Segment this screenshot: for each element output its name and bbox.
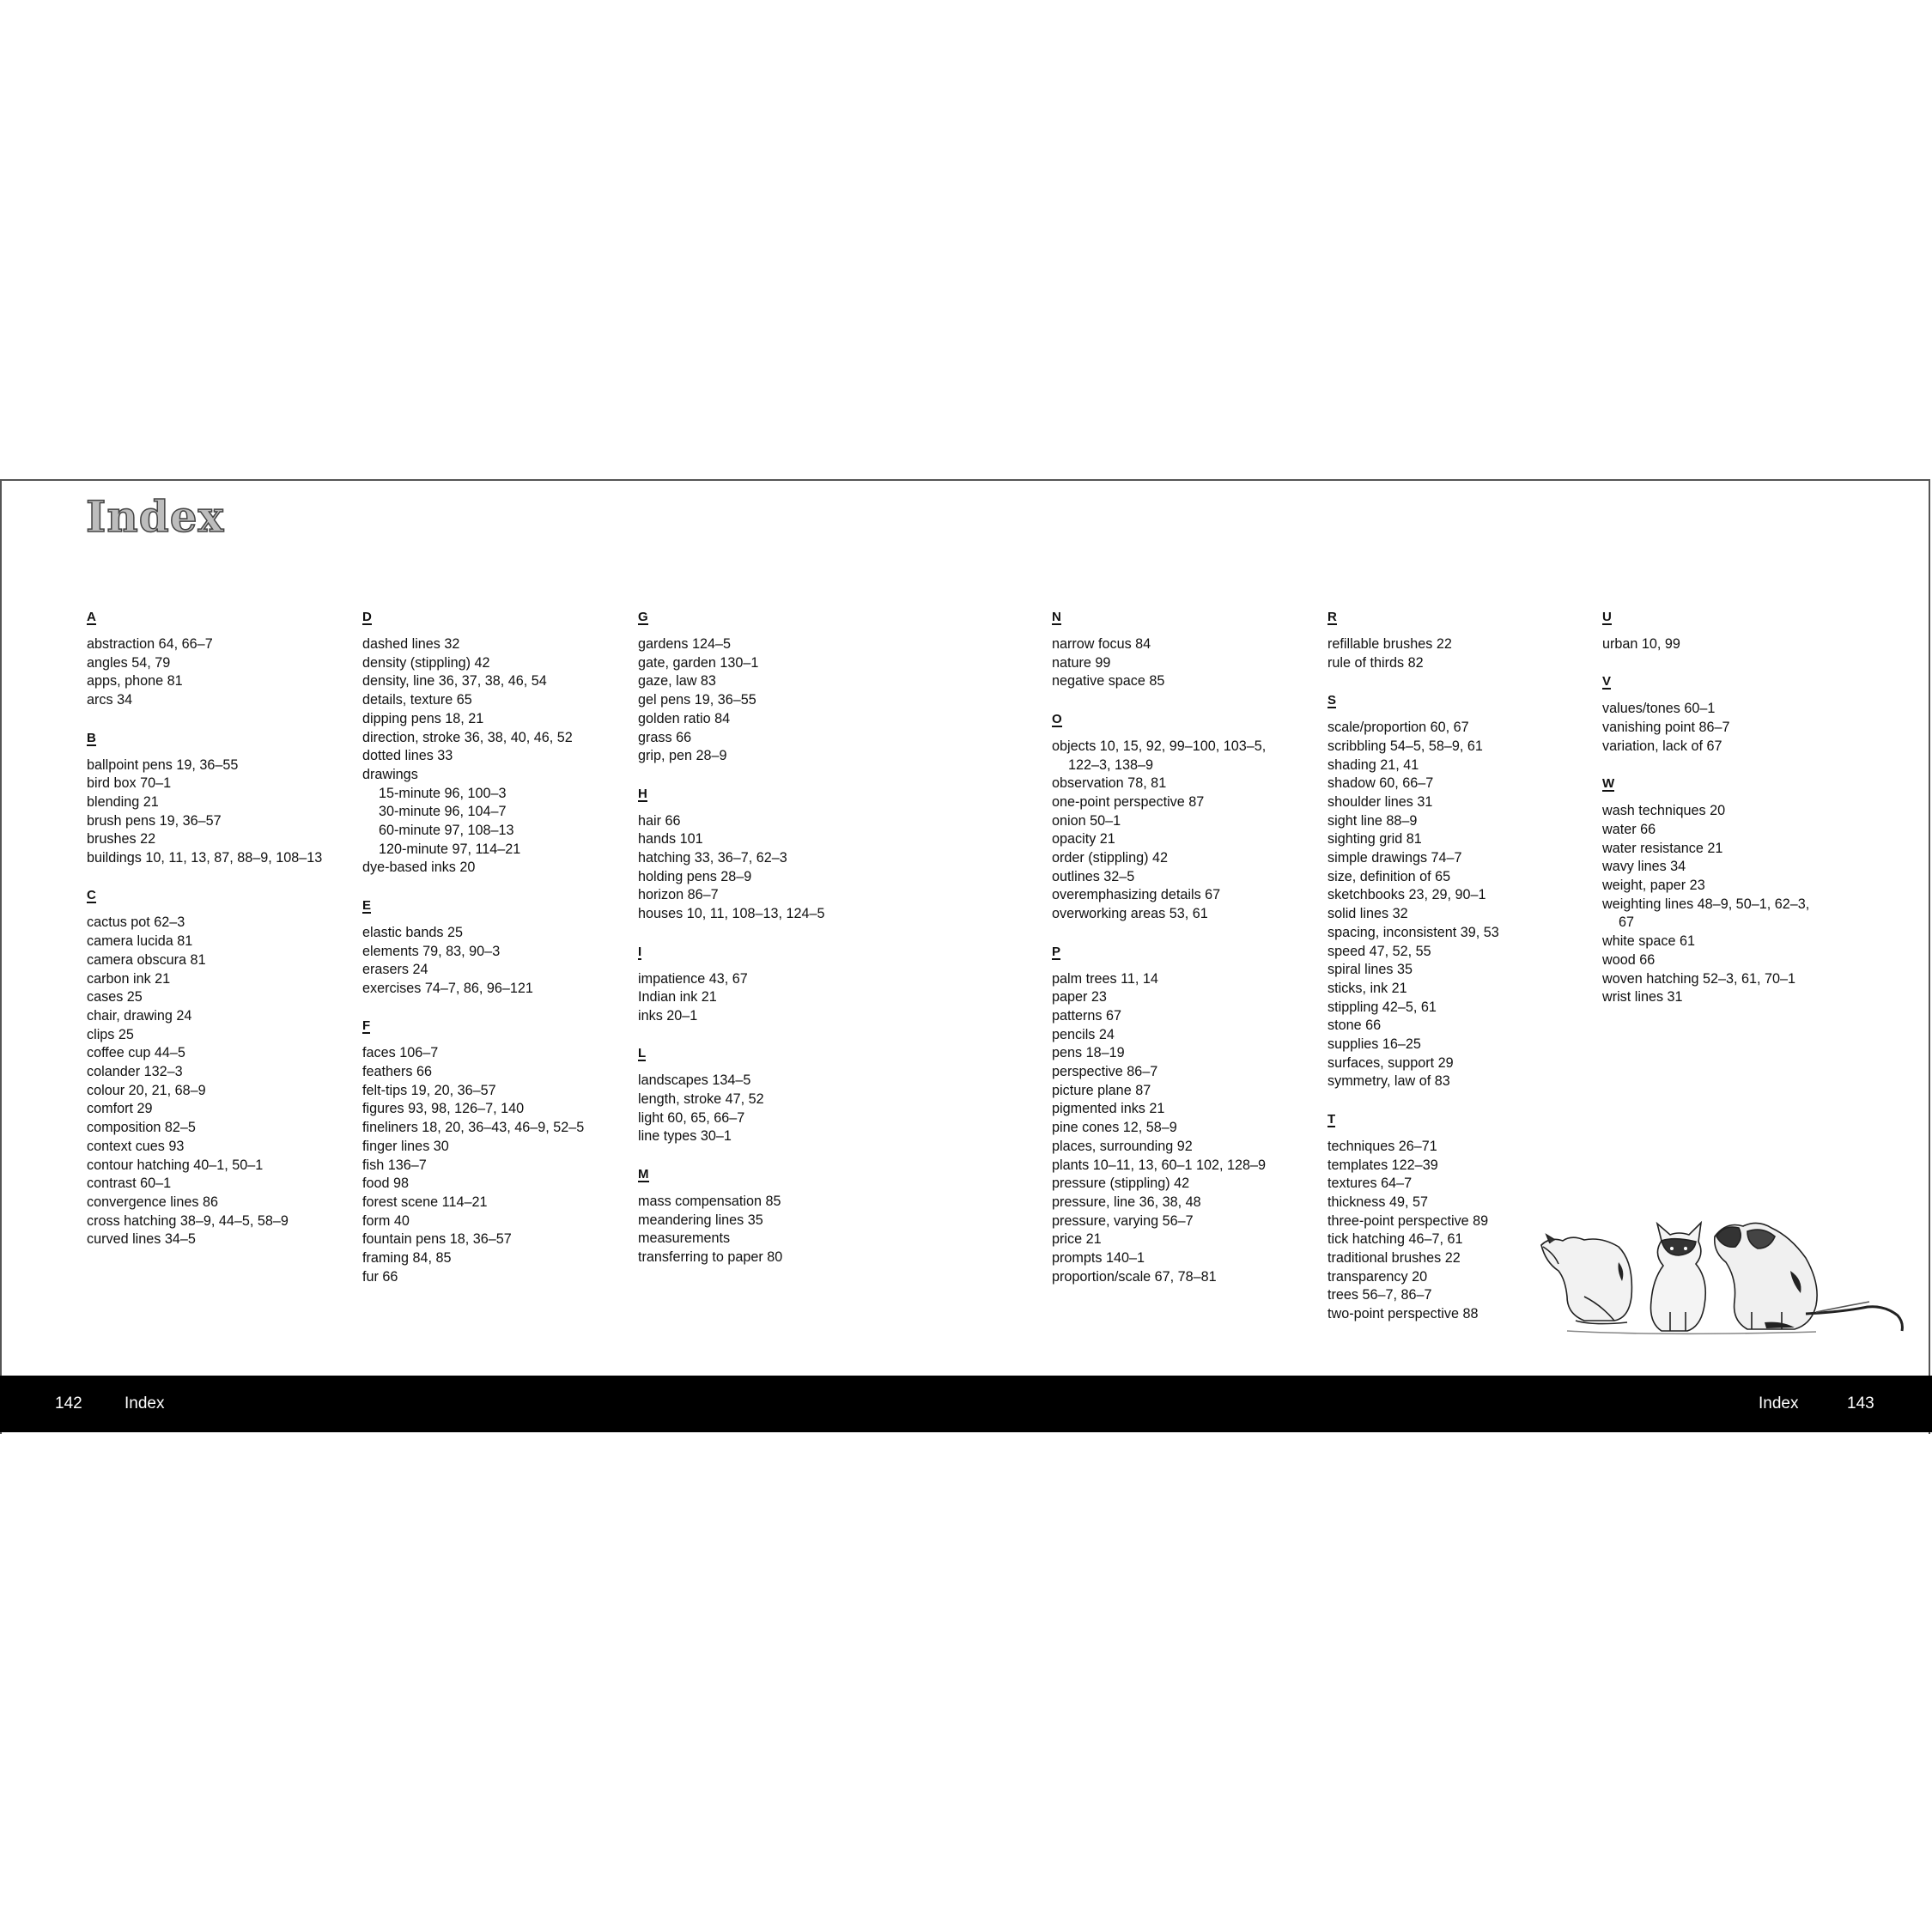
index-entry: faces 106–7 bbox=[362, 1045, 439, 1061]
index-entry: stippling 42–5, 61 bbox=[1327, 999, 1437, 1015]
index-entry: pens 18–19 bbox=[1052, 1045, 1125, 1061]
index-entry: scale/proportion 60, 67 bbox=[1327, 720, 1469, 736]
index-entry: sighting grid 81 bbox=[1327, 831, 1422, 848]
index-entry: shading 21, 41 bbox=[1327, 756, 1419, 773]
right-page-number: 143 bbox=[1847, 1394, 1874, 1413]
index-section-i bbox=[638, 943, 904, 1026]
cats-illustration bbox=[1533, 1211, 1911, 1340]
index-subentry: 60-minute 97, 108–13 bbox=[379, 823, 514, 839]
index-section-c bbox=[87, 886, 353, 1249]
section-letter: N bbox=[1052, 610, 1061, 624]
index-entry: vanishing point 86–7 bbox=[1602, 720, 1730, 736]
index-entry: size, definition of 65 bbox=[1327, 868, 1451, 884]
index-entry: observation 78, 81 bbox=[1052, 775, 1167, 792]
index-entry: felt-tips 19, 20, 36–57 bbox=[362, 1082, 496, 1098]
index-entry: buildings 10, 11, 13, 87, 88–9, 108–13 bbox=[87, 850, 323, 866]
index-entry: sketchbooks 23, 29, 90–1 bbox=[1327, 887, 1486, 903]
index-entry: thickness 49, 57 bbox=[1327, 1194, 1428, 1210]
index-entry: figures 93, 98, 126–7, 140 bbox=[362, 1101, 525, 1117]
index-entry: one-point perspective 87 bbox=[1052, 793, 1205, 810]
index-entry: speed 47, 52, 55 bbox=[1327, 943, 1431, 959]
index-entry: pressure, varying 56–7 bbox=[1052, 1212, 1194, 1229]
index-entry: fineliners 18, 20, 36–43, 46–9, 52–5 bbox=[362, 1120, 585, 1136]
index-entry: symmetry, law of 83 bbox=[1327, 1073, 1450, 1090]
section-letter: L bbox=[638, 1046, 647, 1061]
index-entry: colour 20, 21, 68–9 bbox=[87, 1082, 206, 1098]
section-letter: E bbox=[362, 897, 372, 913]
index-entry: shoulder lines 31 bbox=[1327, 793, 1433, 810]
index-entry: opacity 21 bbox=[1052, 831, 1115, 848]
section-letter: D bbox=[362, 610, 372, 624]
index-entry: rule of thirds 82 bbox=[1327, 654, 1424, 671]
index-entry: ballpoint pens 19, 36–55 bbox=[87, 756, 239, 773]
index-entry: templates 122–39 bbox=[1327, 1157, 1438, 1173]
section-letter: C bbox=[87, 888, 96, 903]
index-entry: gaze, law 83 bbox=[638, 673, 716, 690]
index-entry: proportion/scale 67, 78–81 bbox=[1052, 1268, 1217, 1285]
index-entry: dye-based inks 20 bbox=[362, 860, 476, 876]
index-entry: bird box 70–1 bbox=[87, 775, 172, 792]
index-entry: measurements bbox=[638, 1230, 731, 1247]
index-entry: hair 66 bbox=[638, 812, 681, 829]
index-entry: brushes 22 bbox=[87, 831, 156, 848]
index-entry: paper 23 bbox=[1052, 989, 1107, 1005]
index-entry: grip, pen 28–9 bbox=[638, 748, 727, 764]
index-entry: price 21 bbox=[1052, 1231, 1102, 1248]
index-entry: spiral lines 35 bbox=[1327, 962, 1413, 978]
index-section-v bbox=[1602, 672, 1868, 756]
section-letter: M bbox=[638, 1166, 649, 1182]
index-entry: water resistance 21 bbox=[1602, 840, 1723, 856]
index-entry: pencils 24 bbox=[1052, 1026, 1115, 1042]
index-entry: convergence lines 86 bbox=[87, 1194, 218, 1210]
index-entry: fur 66 bbox=[362, 1268, 398, 1285]
footer-bar bbox=[0, 1376, 1932, 1432]
index-entry: elastic bands 25 bbox=[362, 924, 463, 940]
index-section-f bbox=[362, 1017, 629, 1286]
index-entry: dotted lines 33 bbox=[362, 748, 453, 764]
right-running-title: Index bbox=[1759, 1394, 1799, 1413]
index-entry: pressure (stippling) 42 bbox=[1052, 1176, 1190, 1192]
index-entry: form 40 bbox=[362, 1212, 410, 1229]
index-entry: inks 20–1 bbox=[638, 1007, 698, 1024]
index-entry: light 60, 65, 66–7 bbox=[638, 1109, 745, 1126]
index-entry: woven hatching 52–3, 61, 70–1 bbox=[1602, 970, 1796, 987]
section-letter: V bbox=[1602, 674, 1612, 690]
index-entry: grass 66 bbox=[638, 729, 692, 745]
index-entry: drawings bbox=[362, 766, 418, 782]
index-entry: values/tones 60–1 bbox=[1602, 701, 1716, 717]
index-entry: transparency 20 bbox=[1327, 1268, 1428, 1285]
index-entry: sticks, ink 21 bbox=[1327, 980, 1407, 996]
index-entry: impatience 43, 67 bbox=[638, 970, 748, 987]
index-entry: scribbling 54–5, 58–9, 61 bbox=[1327, 738, 1483, 754]
index-entry: details, texture 65 bbox=[362, 692, 472, 708]
index-entry: context cues 93 bbox=[87, 1138, 185, 1154]
index-entry: sight line 88–9 bbox=[1327, 812, 1418, 829]
index-entry: erasers 24 bbox=[362, 962, 428, 978]
index-entry: traditional brushes 22 bbox=[1327, 1250, 1461, 1267]
index-entry: fish 136–7 bbox=[362, 1157, 427, 1173]
section-letter: F bbox=[362, 1018, 371, 1034]
index-entry: urban 10, 99 bbox=[1602, 636, 1680, 652]
index-entry: forest scene 114–21 bbox=[362, 1194, 488, 1210]
section-letter: G bbox=[638, 610, 648, 624]
index-entry: horizon 86–7 bbox=[638, 887, 719, 903]
index-entry: palm trees 11, 14 bbox=[1052, 970, 1158, 987]
index-entry: water 66 bbox=[1602, 821, 1656, 837]
index-entry: techniques 26–71 bbox=[1327, 1138, 1437, 1154]
index-entry: Indian ink 21 bbox=[638, 989, 717, 1005]
index-section-a bbox=[87, 608, 353, 710]
index-entry: abstraction 64, 66–7 bbox=[87, 636, 213, 652]
index-entry: brush pens 19, 36–57 bbox=[87, 812, 222, 829]
index-section-u bbox=[1602, 608, 1868, 654]
index-entry: blending 21 bbox=[87, 793, 159, 810]
index-entry: camera lucida 81 bbox=[87, 933, 193, 950]
index-entry: direction, stroke 36, 38, 40, 46, 52 bbox=[362, 729, 573, 745]
index-entry: hands 101 bbox=[638, 831, 703, 848]
index-entry: objects 10, 15, 92, 99–100, 103–5, bbox=[1052, 738, 1267, 754]
index-entry: solid lines 32 bbox=[1327, 906, 1408, 922]
section-letter: T bbox=[1327, 1111, 1336, 1127]
index-subentry: 120-minute 97, 114–21 bbox=[379, 841, 521, 857]
index-entry: trees 56–7, 86–7 bbox=[1327, 1287, 1432, 1303]
index-section-r bbox=[1327, 608, 1594, 672]
index-entry: 122–3, 138–9 bbox=[1068, 756, 1154, 773]
page-title: Index bbox=[86, 491, 225, 542]
index-entry: refillable brushes 22 bbox=[1327, 636, 1452, 652]
index-section-h bbox=[638, 785, 904, 924]
left-running-title: Index bbox=[125, 1394, 165, 1413]
index-entry: places, surrounding 92 bbox=[1052, 1138, 1193, 1154]
index-entry: order (stippling) 42 bbox=[1052, 850, 1168, 866]
index-subentry: 15-minute 96, 100–3 bbox=[379, 785, 507, 801]
section-letter: W bbox=[1602, 776, 1615, 792]
index-entry: fountain pens 18, 36–57 bbox=[362, 1231, 512, 1248]
index-entry: colander 132–3 bbox=[87, 1064, 183, 1080]
index-entry: prompts 140–1 bbox=[1052, 1250, 1145, 1267]
index-entry: feathers 66 bbox=[362, 1064, 432, 1080]
index-entry: three-point perspective 89 bbox=[1327, 1212, 1489, 1229]
index-entry: contour hatching 40–1, 50–1 bbox=[87, 1157, 264, 1173]
index-entry: camera obscura 81 bbox=[87, 951, 206, 968]
index-entry: 67 bbox=[1619, 914, 1635, 931]
index-column-4 bbox=[1052, 608, 1318, 1305]
index-entry: gel pens 19, 36–55 bbox=[638, 692, 756, 708]
index-entry: elements 79, 83, 90–3 bbox=[362, 943, 501, 959]
index-entry: exercises 74–7, 86, 96–121 bbox=[362, 980, 533, 996]
left-page-number: 142 bbox=[55, 1394, 82, 1413]
index-entry: houses 10, 11, 108–13, 124–5 bbox=[638, 906, 825, 922]
index-entry: meandering lines 35 bbox=[638, 1212, 763, 1228]
index-entry: food 98 bbox=[362, 1176, 410, 1192]
index-entry: chair, drawing 24 bbox=[87, 1007, 192, 1024]
index-section-m bbox=[638, 1165, 904, 1267]
index-section-b bbox=[87, 729, 353, 868]
index-section-g bbox=[638, 608, 904, 766]
index-entry: nature 99 bbox=[1052, 654, 1111, 671]
index-entry: perspective 86–7 bbox=[1052, 1064, 1158, 1080]
index-entry: weighting lines 48–9, 50–1, 62–3, bbox=[1602, 896, 1810, 912]
index-entry: cases 25 bbox=[87, 989, 143, 1005]
index-section-p bbox=[1052, 943, 1318, 1287]
index-section-s bbox=[1327, 691, 1594, 1091]
index-entry: mass compensation 85 bbox=[638, 1193, 781, 1209]
index-entry: two-point perspective 88 bbox=[1327, 1306, 1479, 1322]
index-entry: variation, lack of 67 bbox=[1602, 738, 1722, 754]
index-entry: contrast 60–1 bbox=[87, 1176, 172, 1192]
section-letter: U bbox=[1602, 610, 1612, 624]
index-entry: wavy lines 34 bbox=[1602, 859, 1686, 875]
index-entry: surfaces, support 29 bbox=[1327, 1054, 1454, 1071]
index-entry: golden ratio 84 bbox=[638, 710, 731, 726]
index-section-d bbox=[362, 608, 629, 878]
index-entry: finger lines 30 bbox=[362, 1138, 449, 1154]
index-entry: negative space 85 bbox=[1052, 673, 1165, 690]
index-entry: angles 54, 79 bbox=[87, 654, 171, 671]
index-column-2 bbox=[362, 608, 629, 1305]
index-entry: gate, garden 130–1 bbox=[638, 654, 759, 671]
index-entry: dashed lines 32 bbox=[362, 636, 460, 652]
index-entry: line types 30–1 bbox=[638, 1128, 732, 1145]
section-letter: S bbox=[1327, 693, 1337, 708]
index-entry: weight, paper 23 bbox=[1602, 878, 1705, 893]
index-entry: density (stippling) 42 bbox=[362, 654, 490, 671]
section-letter: A bbox=[87, 610, 96, 624]
index-entry: framing 84, 85 bbox=[362, 1250, 452, 1267]
index-entry: patterns 67 bbox=[1052, 1007, 1121, 1024]
index-entry: pine cones 12, 58–9 bbox=[1052, 1120, 1177, 1136]
index-column-3 bbox=[638, 608, 904, 1285]
index-entry: holding pens 28–9 bbox=[638, 868, 752, 884]
index-entry: gardens 124–5 bbox=[638, 636, 732, 652]
index-entry: comfort 29 bbox=[87, 1101, 153, 1117]
index-entry: length, stroke 47, 52 bbox=[638, 1091, 764, 1108]
index-entry: apps, phone 81 bbox=[87, 673, 183, 690]
section-letter: R bbox=[1327, 610, 1337, 624]
section-letter: P bbox=[1052, 944, 1061, 959]
index-entry: carbon ink 21 bbox=[87, 970, 171, 987]
index-section-e bbox=[362, 896, 629, 999]
index-entry: pressure, line 36, 38, 48 bbox=[1052, 1194, 1201, 1210]
index-entry: landscapes 134–5 bbox=[638, 1072, 751, 1089]
index-section-w bbox=[1602, 775, 1868, 1007]
index-entry: onion 50–1 bbox=[1052, 812, 1121, 829]
index-entry: stone 66 bbox=[1327, 1018, 1382, 1034]
section-letter: O bbox=[1052, 711, 1062, 726]
index-entry: wood 66 bbox=[1602, 951, 1656, 968]
index-entry: wash techniques 20 bbox=[1602, 803, 1726, 819]
index-entry: clips 25 bbox=[87, 1026, 134, 1042]
index-section-n bbox=[1052, 608, 1318, 691]
index-entry: transferring to paper 80 bbox=[638, 1249, 783, 1265]
index-entry: plants 10–11, 13, 60–1 102, 128–9 bbox=[1052, 1157, 1267, 1173]
index-column-1 bbox=[87, 608, 353, 1268]
index-subentry: 30-minute 96, 104–7 bbox=[379, 804, 507, 820]
index-entry: tick hatching 46–7, 61 bbox=[1327, 1231, 1463, 1248]
index-entry: narrow focus 84 bbox=[1052, 636, 1151, 652]
index-entry: simple drawings 74–7 bbox=[1327, 850, 1462, 866]
section-letter: H bbox=[638, 786, 647, 801]
index-entry: density, line 36, 37, 38, 46, 54 bbox=[362, 673, 547, 690]
index-entry: arcs 34 bbox=[87, 692, 133, 708]
section-letter: B bbox=[87, 730, 96, 745]
index-entry: dipping pens 18, 21 bbox=[362, 710, 484, 726]
index-entry: spacing, inconsistent 39, 53 bbox=[1327, 924, 1499, 940]
index-entry: outlines 32–5 bbox=[1052, 868, 1135, 884]
index-entry: cactus pot 62–3 bbox=[87, 914, 185, 931]
index-entry: composition 82–5 bbox=[87, 1120, 196, 1136]
index-entry: overworking areas 53, 61 bbox=[1052, 906, 1208, 922]
index-entry: curved lines 34–5 bbox=[87, 1231, 196, 1248]
index-section-o bbox=[1052, 710, 1318, 924]
index-entry: coffee cup 44–5 bbox=[87, 1045, 185, 1061]
index-section-l bbox=[638, 1044, 904, 1146]
index-entry: overemphasizing details 67 bbox=[1052, 887, 1221, 903]
index-entry: textures 64–7 bbox=[1327, 1176, 1413, 1192]
index-entry: pigmented inks 21 bbox=[1052, 1101, 1165, 1117]
index-entry: cross hatching 38–9, 44–5, 58–9 bbox=[87, 1212, 289, 1229]
index-entry: supplies 16–25 bbox=[1327, 1036, 1421, 1053]
index-entry: picture plane 87 bbox=[1052, 1082, 1151, 1098]
index-column-6 bbox=[1602, 608, 1868, 1026]
section-letter: I bbox=[638, 944, 642, 959]
index-entry: hatching 33, 36–7, 62–3 bbox=[638, 850, 787, 866]
index-entry: wrist lines 31 bbox=[1602, 989, 1683, 1005]
index-entry: shadow 60, 66–7 bbox=[1327, 775, 1434, 792]
index-entry: white space 61 bbox=[1602, 933, 1695, 950]
